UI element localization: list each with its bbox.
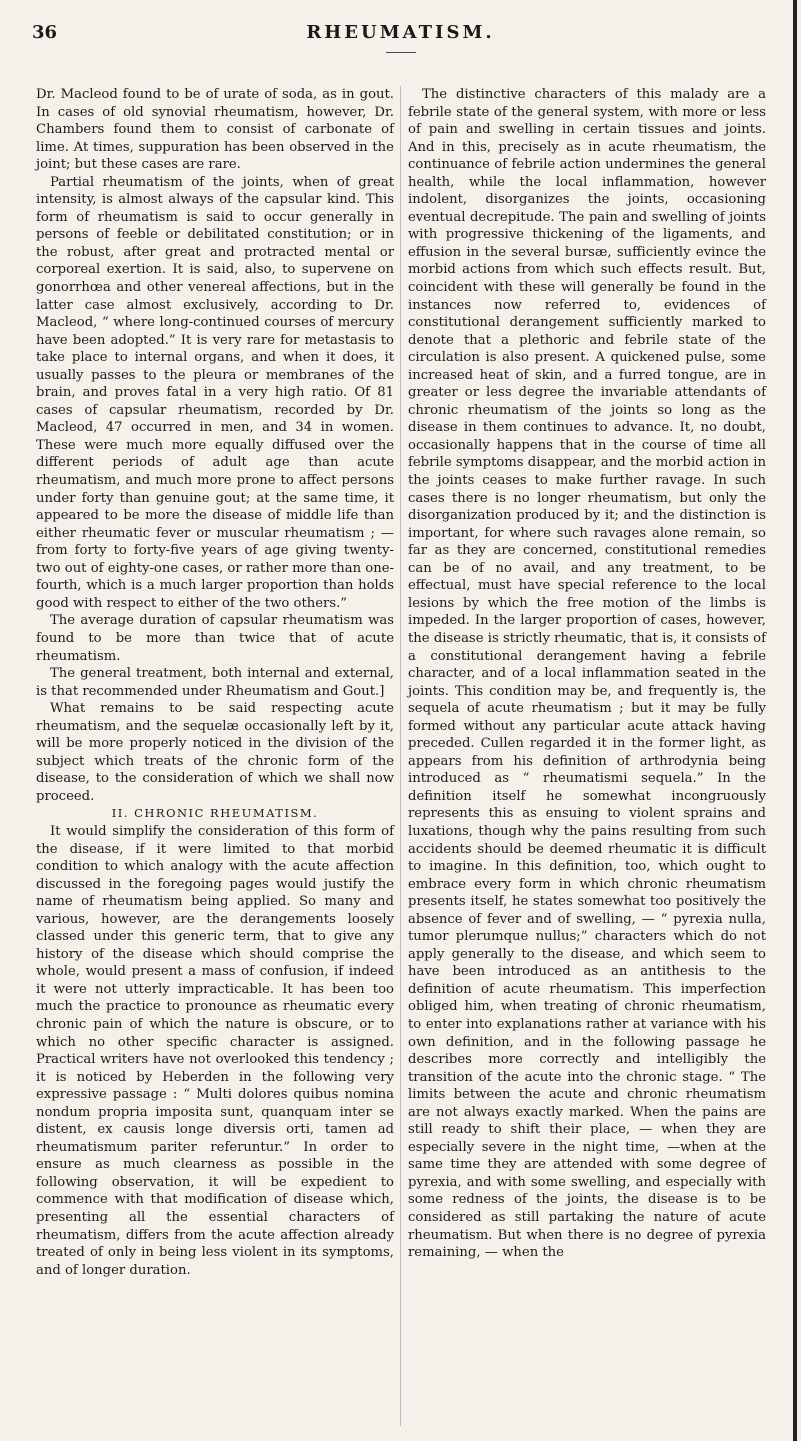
right-column: [408, 86, 766, 1262]
left-column: [36, 86, 394, 1279]
page-number: 36: [32, 22, 58, 43]
section-heading: II. CHRONIC RHEUMATISM.: [111, 806, 319, 821]
running-head: RHEUMATISM.: [306, 22, 495, 43]
paragraph: What remains to be said respecting acute rheumatism, and the sequelæ occasionally left by it, will be more properly noticed in the division of the subject which treats of the chronic form of the disease, to the consideration of which we shall now proceed.: [36, 701, 394, 804]
paragraph: The general treatment, both internal and external, is that recommended under Rheumatism and Gout.]: [36, 666, 394, 699]
paragraph: It would simplify the consideration of this form of the disease, if it were limited to that morbid condition to which analogy with the acute affection discussed in the foregoing pages would justify the name of rheumatism being applied. So many and various, however, are the derangements loosely classed under this generic term, that to give any history of the disease which should comprise the whole, would present a mass of confusion, if indeed it were not utterly impracticable. It has been too much the practice to pronounce as rheumatic every chronic pain of which the nature is obscure, or to which no other specific character is assigned. Practical writers have not overlooked this tendency ; it is noticed by Heberden in the following very expressive passage : “ Multi dolores quibus nomina nondum propria imposita sunt, quanquam inter se distent, ex causis longe diversis orti, tamen ad rheumatismum pariter referuntur.” In order to ensure as much clearness as possible in the following observation, it will be expedient to commence with that modification of disease which, presenting all the essential characters of rheumatism, differs from the acute affection already treated of only in being less violent in its symptoms, and of longer duration.: [36, 823, 394, 1278]
page-edge: [793, 0, 797, 1441]
paragraph: The average duration of capsular rheumatism was found to be more than twice that of acute rheumatism.: [36, 613, 394, 664]
column-gutter: [400, 86, 401, 1426]
paragraph: Partial rheumatism of the joints, when of great intensity, is almost always of the capsular kind. This form of rheumatism is said to occur generally in persons of feeble or debilitated constitution; or in the robust, after great and protracted mental or corporeal exertion. It is said, also, to supervene on gonorrhœa and other venereal affections, but in the latter case almost exclusively, according to Dr. Macleod, “ where long-continued courses of mercury have been adopted.” It is very rare for metastasis to take place to internal organs, and when it does, it usually passes to the pleura or membranes of the brain, and proves fatal in a very high ratio. Of 81 cases of capsular rheumatism, recorded by Dr. Macleod, 47 occurred in men, and 34 in women. These were much more equally diffused over the different periods of adult age than acute rheumatism, and much more prone to affect persons under forty than genuine gout; at the same time, it appeared to be more the disease of middle life than either rheumatic fever or muscular rheumatism ; — from forty to forty-five years of age giving twenty-two out of eighty-one cases, or rather more than one-fourth, which is a much larger proportion than holds good with respect to either of the two others.”: [36, 174, 394, 611]
header-ornament: [386, 52, 416, 53]
paragraph: The distinctive characters of this malady are a febrile state of the general system, with more or less of pain and swelling in certain tissues and joints. And in this, precisely as in acute rheumatism, the continuance of febrile action undermines the general health, while the local inflammation, however indolent, disorganizes the joints, occasioning eventual decrepitude. The pain and swelling of joints with progressive thickening of the ligaments, and effusion in the several bursæ, sufficiently evince the morbid actions from which such effects result. But, coincident with these will generally be found in the instances now referred to, evidences of constitutional derangement sufficiently marked to denote that a plethoric and febrile state of the circulation is also present. A quickened pulse, some increased heat of skin, and a furred tongue, are in greater or less degree the invariable attendants of chronic rheumatism of the joints so long as the disease in them continues to advance. It, no doubt, occasionally happens that in the course of time all febrile symptoms disappear, and the morbid action in the joints ceases to make further ravage. In such cases there is no longer rheumatism, but only the disorganization produced by it; and the distinction is important, for where such ravages alone remain, so far as they are concerned, constitutional remedies can be of no avail, and any treatment, to be effectual, must have special reference to the local lesions by which the free motion of the limbs is impeded. In the larger proportion of cases, however, the disease is strictly rheumatic, that is, it consists of a constitutional derangement having a febrile character, and of a local inflammation seated in the joints. This condition may be, and frequently is, the sequela of acute rheumatism ; but it may be fully formed without any particular acute attack having preceded. Cullen regarded it in the former light, as appears from his definition of arthrodynia being introduced as “ rheumatismi sequela.” In the definition itself he somewhat incongruously represents this as ensuing to violent sprains and luxations, though why the pains resulting from such accidents should be deemed rheumatic it is difficult to imagine. In this definition, too, which ought to embrace every form in which chronic rheumatism presents itself, he states somewhat too positively the absence of fever and of swelling, — “ pyrexia nulla, tumor plerumque nullus;” characters which do not apply generally to the disease, and which seem to have been introduced as an antithesis to the definition of acute rheumatism. This imperfection obliged him, when treating of chronic rheumatism, to enter into explanations rather at variance with his own definition, and in the following passage he describes more correctly and intelligibly the transition of the acute into the chronic stage. “ The limits between the acute and chronic rheumatism are not always exactly marked. When the pains are still ready to shift their place, — when they are especially severe in the night time, —when at the same time they are attended with some degree of pyrexia, and with some swelling, and especially with some redness of the joints, the disease is to be considered as still partaking the nature of acute rheumatism. But when there is no degree of pyrexia remaining, — when the: [408, 87, 766, 1261]
paragraph: Dr. Macleod found to be of urate of soda, as in gout. In cases of old synovial rheumatism, however, Dr. Chambers found them to consist of carbonate of lime. At times, suppuration has been observed in the joint; but these cases are rare.: [36, 87, 394, 173]
page-header: [32, 22, 769, 46]
